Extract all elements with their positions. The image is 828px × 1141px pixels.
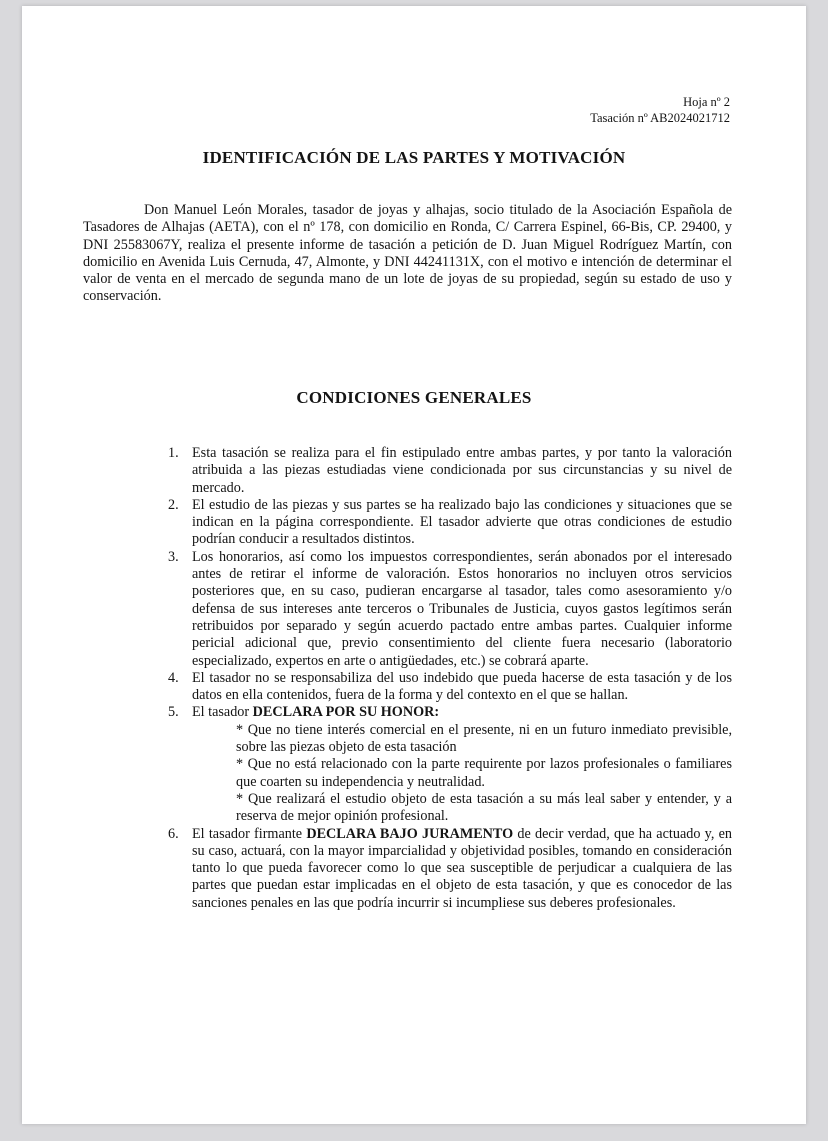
declaration-subitem: * Que no está relacionado con la parte requirente por lazos profesionales o familiares que coarten su independencia y neutralidad.: [236, 756, 732, 790]
condition-text: El tasador no se responsabiliza del uso indebido que pueda hacerse de esta tasación y de los datos en ella contenidos, fuera de la forma y del contexto en el que se hallan.: [192, 669, 732, 704]
condition-item: [122, 670, 732, 705]
condition-number: 6.: [168, 825, 179, 842]
condition-item: [122, 445, 732, 497]
honor-declaration: DECLARA POR SU HONOR:: [252, 704, 440, 721]
condition-text: Esta tasación se realiza para el fin estipulado entre ambas partes, y por tanto la valoración atribuida a las piezas estudiadas viene condicionada por sus circunstancias y su nivel de mercado.: [192, 445, 732, 496]
page-header: [590, 94, 730, 126]
condition-item: [122, 497, 732, 549]
condition-item: [122, 549, 732, 670]
sheet-number: Hoja nº 2: [683, 95, 730, 109]
condition-number: 1.: [168, 445, 179, 461]
oath-declaration: DECLARA BAJO JURAMENTO: [306, 825, 514, 842]
condition-text: El estudio de las piezas y sus partes se ha realizado bajo las condiciones y situaciones que se indican en la página correspondiente. El tasador advierte que otras condiciones de estudio podrían conducir a resultados distintos.: [192, 496, 732, 548]
condition-text: Los honorarios, así como los impuestos correspondientes, serán abonados por el interesado antes de retirar el informe de valoración. Estos honorarios no incluyen otros servicios posteriores que, en su caso, pudieran encargarse al tasador, tales como asesoramiento y/o defensa de sus intereses ante terceros o Tribunales de Justicia, cuyos gastos legítimos serán retribuidos por separado y según acuerdo pactado entre ambas partes. Cualquier informe pericial adicional que, previo consentimiento del cliente fuera necesario (laboratorio especializado, expertos en arte o antigüedades, etc.) se cobrará aparte.: [192, 548, 732, 669]
section-title-general-conditions: CONDICIONES GENERALES: [296, 388, 532, 407]
document-page: [22, 6, 806, 1124]
appraisal-reference: Tasación nº AB2024021712: [590, 111, 730, 125]
condition-number: 3.: [168, 548, 179, 565]
condition-number: 5.: [168, 704, 179, 721]
declaration-subitem: * Que no tiene interés comercial en el presente, ni en un futuro inmediato previsible, sobre las piezas objeto de esta tasación: [236, 721, 732, 756]
condition-number: 4.: [168, 669, 179, 686]
declaration-subitem: * Que realizará el estudio objeto de esta tasación a su más leal saber y entender, y a reserva de mejor opinión profesional.: [236, 790, 732, 825]
condition-text: El tasador: [192, 704, 253, 721]
intro-paragraph: Don Manuel León Morales, tasador de joyas y alhajas, socio titulado de la Asociación Española de Tasadores de Alhajas (AETA), con el nº 178, con domicilio en Ronda, C/ Carrera Espinel, 66-Bis, CP. 29400, y DNI 25583067Y, realiza el presente informe de tasación a petición de D. Juan Miguel Rodríguez Martín, con domicilio en Avenida Luis Cernuda, 47, Almonte, y DNI 44241131X, con el motivo e intención de determinar el valor de venta en el mercado de segunda mano de un lote de joyas de su propiedad, según su estado de uso y conservación.: [83, 202, 732, 305]
condition-text: de decir verdad, que ha actuado y, en su caso, actuará, con la mayor imparcialidad y objetividad posibles, tomando en consideración tanto lo que pueda favorecer como lo que sea susceptible de perjudicar a cualquiera de las partes que puedan estar implicadas en el objeto de esta tasación, y que es conocedor de las sanciones penales en las que podría incurrir si incumpliese sus deberes profesionales.: [192, 825, 732, 911]
section-title-identification: IDENTIFICACIÓN DE LAS PARTES Y MOTIVACIÓN: [202, 148, 626, 167]
condition-text: El tasador firmante: [192, 825, 307, 842]
condition-number: 2.: [168, 496, 179, 513]
conditions-list: [122, 445, 732, 912]
condition-item: [122, 826, 732, 912]
condition-item: [122, 704, 732, 825]
